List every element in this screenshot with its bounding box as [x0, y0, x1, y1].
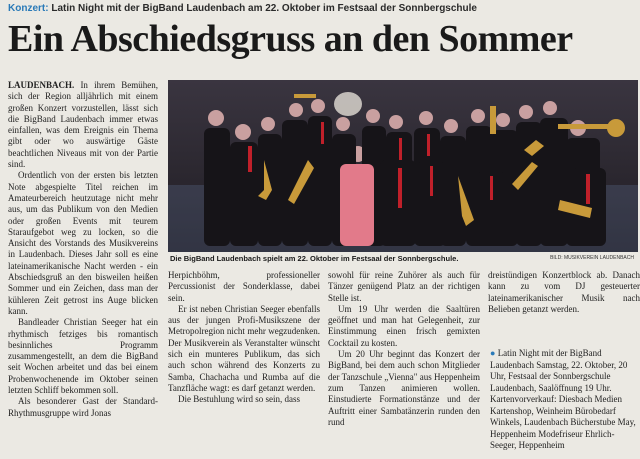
paragraph-text: In ihrem Bemühen, sich der Region alljährlich mit einem großen Konzert vorzustellen, lässt sich die BigBand Laudenbach immer etwas einfallen, was dem Ereignis ein Thema gibt oder wo auswärtige Gäste beachtlichen Niveaus mit von der Partie sind.: [8, 80, 159, 170]
article-paragraph: Herpichböhm, professioneller Percussionist der Sonderklasse, dabei sein.: [168, 270, 320, 303]
article-paragraph: sowohl für reine Zuhörer als auch für Tänzer genügend Platz an der richtigen Stelle ist.: [328, 270, 480, 303]
caption-text: Die BigBand Laudenbach spielt am 22. Oktober im Festsaal der Sonnbergschule.: [170, 254, 459, 263]
band-photo-illustration: [168, 80, 638, 252]
article-paragraph: Ordentlich von der ersten bis letzten Note abgespielte Titel reichen im Amateurbereich heutzutage nicht mehr aus, um das Publikum von den Medien oder großen Events mit teurem Staraufgebot weg zu locken, so die Ansicht des Vorstands des Musikvereins in Laudenbach. Dieses Jahr soll es eine lateinamerikanische Nacht werden - ein Abschiedsgruß an den bisweilen heißen Sommer und ein Zeichen, dass man der kühleren Zeit getrost ins Auge blicken kann.: [8, 170, 158, 316]
article-paragraph: Als besonderer Gast der Standard-Rhythmusgruppe wird Jonas: [8, 396, 158, 418]
article-paragraph: Um 19 Uhr werden die Saaltüren geöffnet und man hat Gelegenheit, zur Einstimmung einen frisch gemixten Cocktail zu kosten.: [328, 303, 480, 348]
article-paragraph: Er ist neben Christian Seeger ebenfalls aus der jungen Profi-Musikszene der Metropolregion nicht mehr wegzudenken. Der Musikverein als Veranstalter wünscht sich ein munteres Publikum, das sich auch schon während des Konzerts zu Samba, Chachacha und Rumba auf die Tanzfläche wagt: es darf getanzt werden.: [168, 303, 320, 393]
photo-caption: [168, 253, 638, 265]
kicker-label: Konzert:: [8, 3, 49, 14]
article-paragraph: Bandleader Christian Seeger hat ein rhythmisch fetziges bis romantisch besinnliches Programm zusammengestellt, an dem die BigBand seit Wochen arbeitet und das bei einem Probenwochenende im Oktober seinen letzten Schliff bekommen soll.: [8, 317, 158, 396]
article-paragraph: Die Bestuhlung wird so sein, dass: [178, 394, 300, 405]
bullet-icon: ●: [490, 348, 496, 358]
article-column-2: [168, 270, 320, 406]
kicker-text: Latin Night mit der BigBand Laudenbach am 22. Oktober im Festsaal der Sonnbergschule: [51, 3, 477, 14]
photo-credit: BILD: MUSIKVEREIN LAUDENBACH: [550, 255, 634, 261]
band-photo: [168, 80, 638, 252]
article-column-1: [8, 80, 158, 419]
article-column-4: [488, 270, 640, 315]
dateline: LAUDENBACH.: [8, 80, 75, 90]
headline: Ein Abschiedsgruss an den Sommer: [8, 18, 573, 60]
event-infobox: [490, 348, 636, 452]
article-column-3: [328, 270, 480, 428]
kicker: [8, 2, 634, 15]
article-paragraph: dreistündigen Konzertblock ab. Danach kann zu vom DJ gesteuerter lateinamerikanischer Musik nach Belieben getanzt werden.: [488, 270, 640, 314]
article-paragraph: Um 20 Uhr beginnt das Konzert der BigBand, bei dem auch schon Mitglieder der Tanzschule „Vienna" aus Heppenheim zum Tanzen animieren wollen. Einstudierte Formationstänze und der Auftritt einer Sambatänzerin runden den rund: [328, 349, 480, 427]
article-paragraph: [8, 80, 158, 170]
infobox-text: Latin Night mit der BigBand Laudenbach Samstag, 22. Oktober, 20 Uhr, Festsaal der Sonnbergschule Laudenbach, Saalöffnung 19 Uhr. Kartenvorverkauf: Diesbach Medien Kartenshop, Weinheim Bürobedarf Winkels, Laudenbach Bücherstube May, Heppenheim Modefriseur Ehrlich-Seeger, Heppenheim: [490, 348, 636, 450]
